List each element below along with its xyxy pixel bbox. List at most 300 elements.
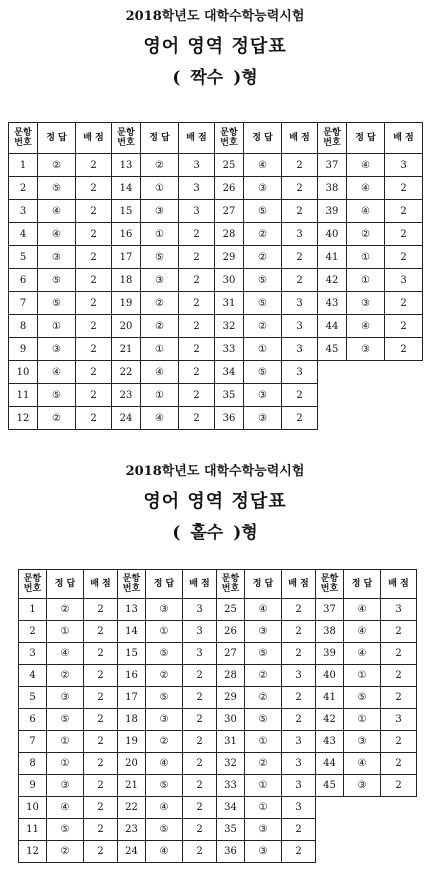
table-row xyxy=(19,687,417,709)
score-cell: 2 xyxy=(179,269,215,292)
empty-cell xyxy=(344,841,381,863)
question-number-cell: 37 xyxy=(318,154,347,177)
question-number-cell: 36 xyxy=(217,841,245,863)
answer-cell: ⑤ xyxy=(38,292,76,315)
score-cell: 2 xyxy=(179,407,215,430)
header-question-number: 문항 번호 xyxy=(112,123,141,154)
question-number-cell: 28 xyxy=(217,665,245,687)
exam-title: 2018학년도 대학수학능력시험 xyxy=(125,9,305,24)
question-number-cell: 23 xyxy=(118,819,146,841)
answer-cell: ① xyxy=(47,731,84,753)
table-row xyxy=(9,338,423,361)
score-cell: 3 xyxy=(381,599,417,621)
score-cell: 2 xyxy=(183,841,217,863)
score-cell: 2 xyxy=(76,384,112,407)
question-number-cell: 19 xyxy=(118,731,146,753)
header-answer: 정 답 xyxy=(344,570,381,599)
answer-cell: ④ xyxy=(344,753,381,775)
answer-cell: ① xyxy=(347,246,385,269)
question-number-cell: 29 xyxy=(217,687,245,709)
score-cell: 2 xyxy=(179,338,215,361)
header-answer: 정 답 xyxy=(47,570,84,599)
question-number-cell: 40 xyxy=(318,223,347,246)
header-answer: 정 답 xyxy=(141,123,179,154)
score-cell: 2 xyxy=(76,361,112,384)
answer-cell: ② xyxy=(146,665,183,687)
question-number-cell: 13 xyxy=(118,599,146,621)
question-number-cell: 9 xyxy=(9,338,38,361)
header-answer: 정 답 xyxy=(347,123,385,154)
score-cell: 3 xyxy=(282,292,318,315)
answer-cell: ① xyxy=(38,315,76,338)
table-row xyxy=(9,177,423,200)
answer-cell: ⑤ xyxy=(146,643,183,665)
answer-cell: ② xyxy=(38,154,76,177)
answer-cell: ⑤ xyxy=(47,709,84,731)
answer-cell: ① xyxy=(141,338,179,361)
question-number-cell: 1 xyxy=(19,599,47,621)
answer-cell: ② xyxy=(245,753,282,775)
answer-cell: ⑤ xyxy=(245,709,282,731)
score-cell: 3 xyxy=(282,797,316,819)
question-number-cell: 1 xyxy=(9,154,38,177)
empty-cell xyxy=(344,797,381,819)
header-score: 배 점 xyxy=(84,570,118,599)
answer-cell: ① xyxy=(244,338,282,361)
question-number-cell: 14 xyxy=(112,177,141,200)
score-cell: 2 xyxy=(385,200,423,223)
question-number-cell: 31 xyxy=(215,292,244,315)
empty-cell xyxy=(381,819,417,841)
question-number-cell: 37 xyxy=(316,599,344,621)
score-cell: 2 xyxy=(385,177,423,200)
question-number-cell: 2 xyxy=(9,177,38,200)
question-number-cell: 40 xyxy=(316,665,344,687)
question-number-cell: 45 xyxy=(318,338,347,361)
answer-cell: ④ xyxy=(141,407,179,430)
table-row xyxy=(9,315,423,338)
answer-cell: ③ xyxy=(47,775,84,797)
score-cell: 2 xyxy=(76,177,112,200)
question-number-cell: 18 xyxy=(112,269,141,292)
question-number-cell: 10 xyxy=(9,361,38,384)
answer-cell: ③ xyxy=(244,177,282,200)
question-number-cell: 15 xyxy=(112,200,141,223)
score-cell: 2 xyxy=(282,709,316,731)
header-answer: 정 답 xyxy=(38,123,76,154)
score-cell: 3 xyxy=(179,200,215,223)
answer-cell: ⑤ xyxy=(38,269,76,292)
table-row xyxy=(19,753,417,775)
answer-cell: ① xyxy=(141,384,179,407)
question-number-cell: 28 xyxy=(215,223,244,246)
header-question-number: 문항 번호 xyxy=(217,570,245,599)
type-label: 홀수 xyxy=(190,523,224,543)
answer-cell: ③ xyxy=(38,338,76,361)
type-label: 짝수 xyxy=(190,68,224,88)
score-cell: 2 xyxy=(282,841,316,863)
empty-cell xyxy=(347,407,385,430)
answer-cell: ③ xyxy=(244,407,282,430)
question-number-cell: 33 xyxy=(215,338,244,361)
answer-cell: ⑤ xyxy=(344,687,381,709)
answer-cell: ③ xyxy=(146,709,183,731)
score-cell: 2 xyxy=(381,621,417,643)
question-number-cell: 19 xyxy=(112,292,141,315)
answer-cell: ② xyxy=(347,223,385,246)
score-cell: 2 xyxy=(183,687,217,709)
answer-cell: ② xyxy=(146,731,183,753)
type-title xyxy=(0,66,430,90)
score-cell: 2 xyxy=(76,246,112,269)
table-row xyxy=(9,223,423,246)
answer-cell: ④ xyxy=(347,315,385,338)
question-number-cell: 42 xyxy=(318,269,347,292)
answer-sheet-even xyxy=(0,0,430,424)
empty-cell xyxy=(347,361,385,384)
answer-table xyxy=(18,569,417,863)
answer-cell: ② xyxy=(47,599,84,621)
question-number-cell: 44 xyxy=(318,315,347,338)
score-cell: 2 xyxy=(385,338,423,361)
empty-cell xyxy=(347,384,385,407)
score-cell: 2 xyxy=(282,246,318,269)
score-cell: 2 xyxy=(282,599,316,621)
type-paren-open: ( xyxy=(172,68,181,88)
question-number-cell: 4 xyxy=(19,665,47,687)
score-cell: 2 xyxy=(76,338,112,361)
question-number-cell: 36 xyxy=(215,407,244,430)
score-cell: 2 xyxy=(183,709,217,731)
empty-cell xyxy=(344,819,381,841)
answer-cell: ③ xyxy=(344,731,381,753)
question-number-cell: 3 xyxy=(19,643,47,665)
score-cell: 3 xyxy=(282,665,316,687)
score-cell: 2 xyxy=(84,665,118,687)
score-cell: 3 xyxy=(282,731,316,753)
question-number-cell: 29 xyxy=(215,246,244,269)
table-row xyxy=(9,154,423,177)
table-row xyxy=(9,246,423,269)
table-row xyxy=(19,665,417,687)
answer-cell: ④ xyxy=(38,200,76,223)
question-number-cell: 24 xyxy=(112,407,141,430)
score-cell: 2 xyxy=(84,599,118,621)
score-cell: 3 xyxy=(282,361,318,384)
question-number-cell: 39 xyxy=(318,200,347,223)
table-row xyxy=(19,797,417,819)
answer-cell: ② xyxy=(244,315,282,338)
answer-cell: ⑤ xyxy=(244,269,282,292)
score-cell: 2 xyxy=(183,775,217,797)
score-cell: 2 xyxy=(183,819,217,841)
answer-cell: ② xyxy=(141,315,179,338)
type-paren-open: ( xyxy=(172,523,181,543)
score-cell: 2 xyxy=(282,200,318,223)
score-cell: 2 xyxy=(84,709,118,731)
empty-cell xyxy=(318,407,347,430)
table-row xyxy=(19,621,417,643)
answer-cell: ⑤ xyxy=(38,177,76,200)
score-cell: 2 xyxy=(76,407,112,430)
score-cell: 2 xyxy=(84,753,118,775)
answer-cell: ① xyxy=(245,775,282,797)
table-row xyxy=(19,709,417,731)
header-question-number: 문항 번호 xyxy=(318,123,347,154)
answer-cell: ④ xyxy=(344,643,381,665)
score-cell: 2 xyxy=(282,384,318,407)
answer-cell: ⑤ xyxy=(146,687,183,709)
score-cell: 2 xyxy=(76,269,112,292)
question-number-cell: 12 xyxy=(19,841,47,863)
question-number-cell: 33 xyxy=(217,775,245,797)
question-number-cell: 35 xyxy=(215,384,244,407)
answer-cell: ④ xyxy=(38,223,76,246)
score-cell: 2 xyxy=(84,687,118,709)
score-cell: 2 xyxy=(381,687,417,709)
table-row xyxy=(9,269,423,292)
header-score: 배 점 xyxy=(381,570,417,599)
score-cell: 3 xyxy=(179,177,215,200)
answer-table xyxy=(8,122,423,430)
answer-cell: ③ xyxy=(141,200,179,223)
score-cell: 2 xyxy=(381,775,417,797)
answer-cell: ⑤ xyxy=(141,246,179,269)
question-number-cell: 31 xyxy=(217,731,245,753)
header-row xyxy=(19,570,417,599)
empty-cell xyxy=(385,361,423,384)
header-score: 배 점 xyxy=(179,123,215,154)
score-cell: 2 xyxy=(282,154,318,177)
question-number-cell: 22 xyxy=(112,361,141,384)
exam-title: 2018학년도 대학수학능력시험 xyxy=(125,464,305,479)
score-cell: 2 xyxy=(84,775,118,797)
answer-cell: ④ xyxy=(146,841,183,863)
score-cell: 2 xyxy=(282,687,316,709)
question-number-cell: 44 xyxy=(316,753,344,775)
question-number-cell: 39 xyxy=(316,643,344,665)
question-number-cell: 10 xyxy=(19,797,47,819)
question-number-cell: 13 xyxy=(112,154,141,177)
empty-cell xyxy=(318,361,347,384)
subject-title: 영어 영역 정답표 xyxy=(143,36,287,57)
table-row xyxy=(19,731,417,753)
answer-cell: ② xyxy=(244,223,282,246)
answer-cell: ① xyxy=(245,731,282,753)
score-cell: 2 xyxy=(282,177,318,200)
question-number-cell: 32 xyxy=(217,753,245,775)
score-cell: 3 xyxy=(179,154,215,177)
answer-cell: ③ xyxy=(47,687,84,709)
question-number-cell: 34 xyxy=(215,361,244,384)
score-cell: 2 xyxy=(84,841,118,863)
score-cell: 2 xyxy=(385,315,423,338)
score-cell: 2 xyxy=(381,731,417,753)
score-cell: 2 xyxy=(84,797,118,819)
header-question-number: 문항 번호 xyxy=(9,123,38,154)
header-score: 배 점 xyxy=(183,570,217,599)
table-row xyxy=(9,384,423,407)
table-row xyxy=(9,200,423,223)
score-cell: 2 xyxy=(84,621,118,643)
answer-cell: ⑤ xyxy=(38,384,76,407)
question-number-cell: 17 xyxy=(112,246,141,269)
answer-cell: ② xyxy=(245,687,282,709)
question-number-cell: 8 xyxy=(19,753,47,775)
answer-cell: ③ xyxy=(244,384,282,407)
score-cell: 2 xyxy=(179,384,215,407)
answer-cell: ⑤ xyxy=(245,643,282,665)
empty-cell xyxy=(381,841,417,863)
answer-cell: ④ xyxy=(245,599,282,621)
score-cell: 2 xyxy=(84,819,118,841)
score-cell: 2 xyxy=(183,753,217,775)
answer-cell: ④ xyxy=(347,200,385,223)
question-number-cell: 3 xyxy=(9,200,38,223)
score-cell: 2 xyxy=(76,200,112,223)
question-number-cell: 43 xyxy=(316,731,344,753)
header-score: 배 점 xyxy=(76,123,112,154)
answer-cell: ① xyxy=(47,621,84,643)
header-answer: 정 답 xyxy=(245,570,282,599)
question-number-cell: 38 xyxy=(318,177,347,200)
empty-cell xyxy=(316,841,344,863)
header-score: 배 점 xyxy=(282,123,318,154)
score-cell: 3 xyxy=(381,709,417,731)
score-cell: 2 xyxy=(282,819,316,841)
score-cell: 2 xyxy=(381,753,417,775)
table-row xyxy=(19,643,417,665)
score-cell: 2 xyxy=(385,292,423,315)
question-number-cell: 27 xyxy=(217,643,245,665)
score-cell: 3 xyxy=(282,338,318,361)
answer-cell: ④ xyxy=(347,154,385,177)
question-number-cell: 26 xyxy=(217,621,245,643)
score-cell: 2 xyxy=(282,407,318,430)
question-number-cell: 18 xyxy=(118,709,146,731)
question-number-cell: 16 xyxy=(118,665,146,687)
question-number-cell: 38 xyxy=(316,621,344,643)
table-row xyxy=(19,841,417,863)
score-cell: 2 xyxy=(183,665,217,687)
score-cell: 3 xyxy=(282,753,316,775)
question-number-cell: 7 xyxy=(9,292,38,315)
question-number-cell: 21 xyxy=(112,338,141,361)
answer-cell: ③ xyxy=(347,292,385,315)
question-number-cell: 45 xyxy=(316,775,344,797)
question-number-cell: 7 xyxy=(19,731,47,753)
answer-cell: ② xyxy=(245,665,282,687)
score-cell: 2 xyxy=(385,223,423,246)
question-number-cell: 20 xyxy=(118,753,146,775)
score-cell: 2 xyxy=(179,223,215,246)
empty-cell xyxy=(385,384,423,407)
answer-cell: ⑤ xyxy=(146,775,183,797)
score-cell: 2 xyxy=(179,361,215,384)
score-cell: 2 xyxy=(179,315,215,338)
score-cell: 3 xyxy=(282,775,316,797)
score-cell: 2 xyxy=(282,269,318,292)
score-cell: 3 xyxy=(183,621,217,643)
header-question-number: 문항 번호 xyxy=(215,123,244,154)
question-number-cell: 16 xyxy=(112,223,141,246)
score-cell: 3 xyxy=(385,154,423,177)
answer-cell: ② xyxy=(141,292,179,315)
answer-cell: ② xyxy=(47,665,84,687)
question-number-cell: 6 xyxy=(9,269,38,292)
answer-cell: ① xyxy=(344,665,381,687)
answer-cell: ① xyxy=(146,621,183,643)
question-number-cell: 23 xyxy=(112,384,141,407)
score-cell: 2 xyxy=(76,315,112,338)
score-cell: 2 xyxy=(84,731,118,753)
score-cell: 3 xyxy=(183,599,217,621)
header-row xyxy=(9,123,423,154)
question-number-cell: 30 xyxy=(215,269,244,292)
score-cell: 2 xyxy=(282,621,316,643)
answer-cell: ④ xyxy=(38,361,76,384)
table-row xyxy=(9,361,423,384)
score-cell: 2 xyxy=(76,292,112,315)
question-number-cell: 5 xyxy=(19,687,47,709)
question-number-cell: 8 xyxy=(9,315,38,338)
table-row xyxy=(19,599,417,621)
answer-cell: ④ xyxy=(141,361,179,384)
empty-cell xyxy=(385,407,423,430)
question-number-cell: 2 xyxy=(19,621,47,643)
type-paren-close: )형 xyxy=(233,68,258,88)
answer-cell: ⑤ xyxy=(244,361,282,384)
score-cell: 3 xyxy=(385,269,423,292)
answer-cell: ③ xyxy=(245,841,282,863)
type-paren-close: )형 xyxy=(233,523,258,543)
question-number-cell: 25 xyxy=(215,154,244,177)
header-question-number: 문항 번호 xyxy=(118,570,146,599)
answer-cell: ③ xyxy=(344,775,381,797)
question-number-cell: 22 xyxy=(118,797,146,819)
question-number-cell: 20 xyxy=(112,315,141,338)
question-number-cell: 4 xyxy=(9,223,38,246)
question-number-cell: 11 xyxy=(19,819,47,841)
answer-cell: ① xyxy=(344,709,381,731)
question-number-cell: 43 xyxy=(318,292,347,315)
score-cell: 3 xyxy=(282,315,318,338)
question-number-cell: 6 xyxy=(19,709,47,731)
question-number-cell: 14 xyxy=(118,621,146,643)
answer-cell: ③ xyxy=(245,819,282,841)
question-number-cell: 24 xyxy=(118,841,146,863)
score-cell: 2 xyxy=(84,643,118,665)
empty-cell xyxy=(381,797,417,819)
answer-cell: ③ xyxy=(245,621,282,643)
score-cell: 2 xyxy=(385,246,423,269)
answer-cell: ⑤ xyxy=(146,819,183,841)
question-number-cell: 11 xyxy=(9,384,38,407)
answer-cell: ② xyxy=(38,407,76,430)
answer-cell: ① xyxy=(141,177,179,200)
table-row xyxy=(19,819,417,841)
score-cell: 2 xyxy=(381,643,417,665)
question-number-cell: 34 xyxy=(217,797,245,819)
answer-cell: ② xyxy=(244,246,282,269)
header-answer: 정 답 xyxy=(244,123,282,154)
question-number-cell: 42 xyxy=(316,709,344,731)
answer-cell: ① xyxy=(47,753,84,775)
score-cell: 2 xyxy=(76,154,112,177)
answer-cell: ④ xyxy=(146,797,183,819)
header-score: 배 점 xyxy=(385,123,423,154)
table-row xyxy=(19,775,417,797)
